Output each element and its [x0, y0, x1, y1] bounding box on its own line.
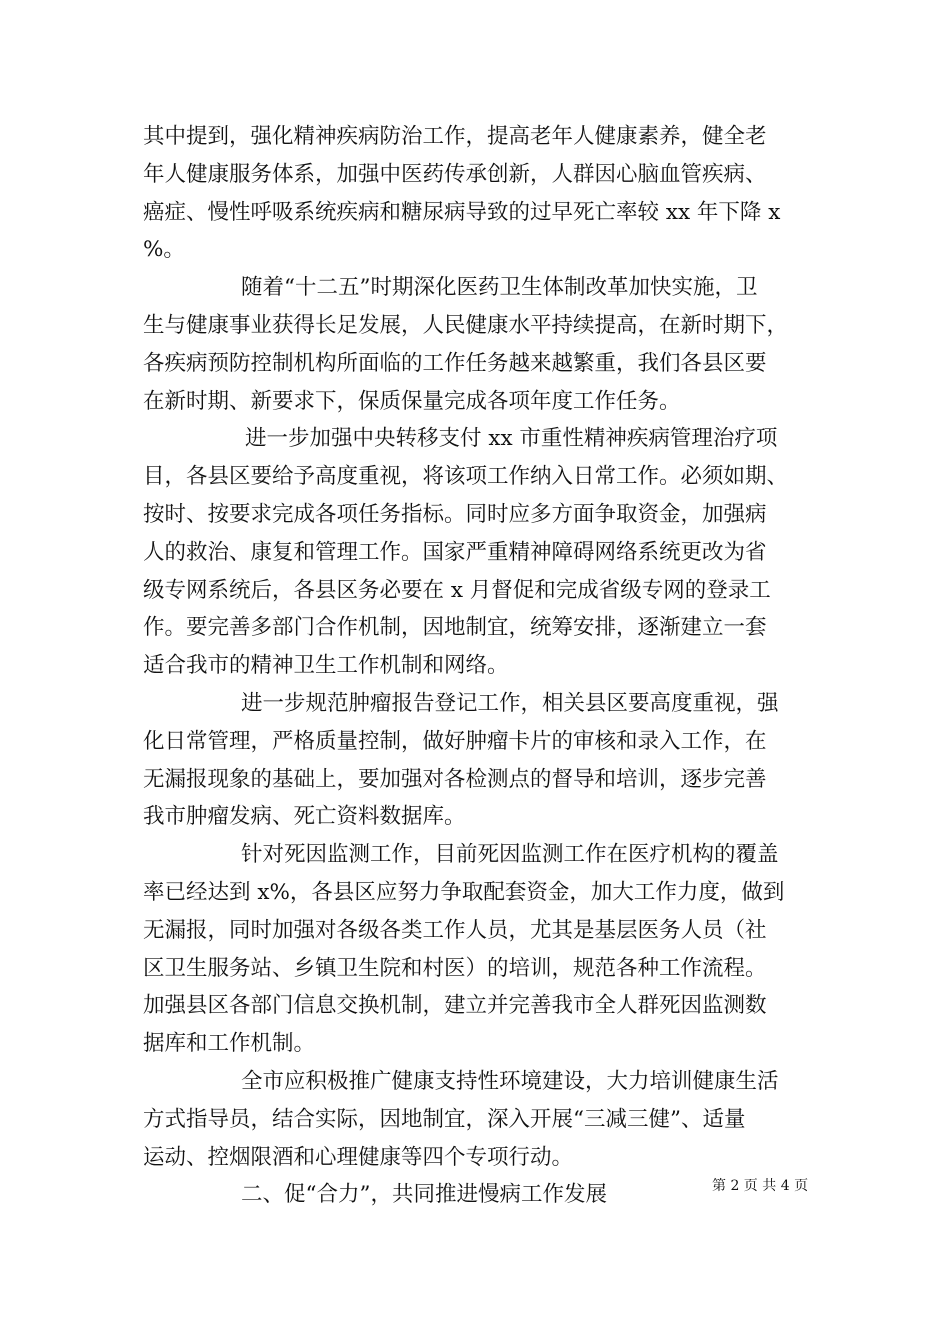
text-line: 方式指导员，结合实际，因地制宜，深入开展“三减三健”、适量	[143, 1106, 746, 1132]
paragraph-first-line: 进一步规范肿瘤报告登记工作，相关县区要高度重视，强	[241, 690, 779, 716]
text-line: 目，各县区要给予高度重视，将该项工作纳入日常工作。必须如期、	[143, 464, 789, 490]
text-line: 运动、控烟限酒和心理健康等四个专项行动。	[143, 1144, 574, 1170]
text-line: 人的救治、康复和管理工作。国家严重精神障碍网络系统更改为省	[143, 539, 767, 565]
text-line: 适合我市的精神卫生工作机制和网络。	[143, 653, 509, 679]
page-number-footer: 第 2 页 共 4 页	[712, 1178, 809, 1194]
text-line: 据库和工作机制。	[143, 1031, 316, 1057]
paragraph-first-line: 针对死因监测工作，目前死因监测工作在医疗机构的覆盖	[241, 842, 779, 868]
paragraph-first-line: 进一步加强中央转移支付 xx 市重性精神疾病管理治疗项	[245, 426, 778, 452]
text-line: 各疾病预防控制机构所面临的工作任务越来越繁重，我们各县区要	[143, 350, 767, 376]
text-line: 年人健康服务体系，加强中医药传承创新，人群因心脑血管疾病、	[143, 161, 767, 187]
text-line: 我市肿瘤发病、死亡资料数据库。	[143, 804, 466, 830]
paragraph-first-line: 全市应积极推广健康支持性环境建设，大力培训健康生活	[241, 1068, 779, 1094]
text-line: 按时、按要求完成各项任务指标。同时应多方面争取资金，加强病	[143, 501, 767, 527]
text-line: 加强县区各部门信息交换机制，建立并完善我市全人群死因监测数	[143, 993, 767, 1019]
text-line: 区卫生服务站、乡镇卫生院和村医）的培训，规范各种工作流程。	[143, 955, 767, 981]
text-line: %。	[143, 237, 185, 263]
text-line: 生与健康事业获得长足发展，人民健康水平持续提高，在新时期下，	[143, 312, 789, 338]
section-heading: 二、促“合力”，共同推进慢病工作发展	[241, 1182, 607, 1208]
document-body	[143, 118, 805, 1214]
text-line: 率已经达到 x%，各县区应努力争取配套资金，加大工作力度，做到	[143, 879, 785, 905]
text-line: 作。要完善多部门合作机制，因地制宜，统筹安排，逐渐建立一套	[143, 615, 767, 641]
text-line: 癌症、慢性呼吸系统疾病和糖尿病导致的过早死亡率较 xx 年下降 x	[143, 199, 781, 225]
text-line: 在新时期、新要求下，保质保量完成各项年度工作任务。	[143, 388, 681, 414]
text-line: 级专网系统后，各县区务必要在 x 月督促和完成省级专网的登录工	[143, 577, 771, 603]
text-line: 化日常管理，严格质量控制，做好肿瘤卡片的审核和录入工作，在	[143, 728, 767, 754]
text-line: 无漏报，同时加强对各级各类工作人员，尤其是基层医务人员（社	[143, 917, 767, 943]
text-line: 无漏报现象的基础上，要加强对各检测点的督导和培训，逐步完善	[143, 766, 767, 792]
paragraph-first-line: 随着“十二五”时期深化医药卫生体制改革加快实施，卫	[241, 275, 758, 301]
text-line: 其中提到，强化精神疾病防治工作，提高老年人健康素养，健全老	[143, 124, 767, 149]
